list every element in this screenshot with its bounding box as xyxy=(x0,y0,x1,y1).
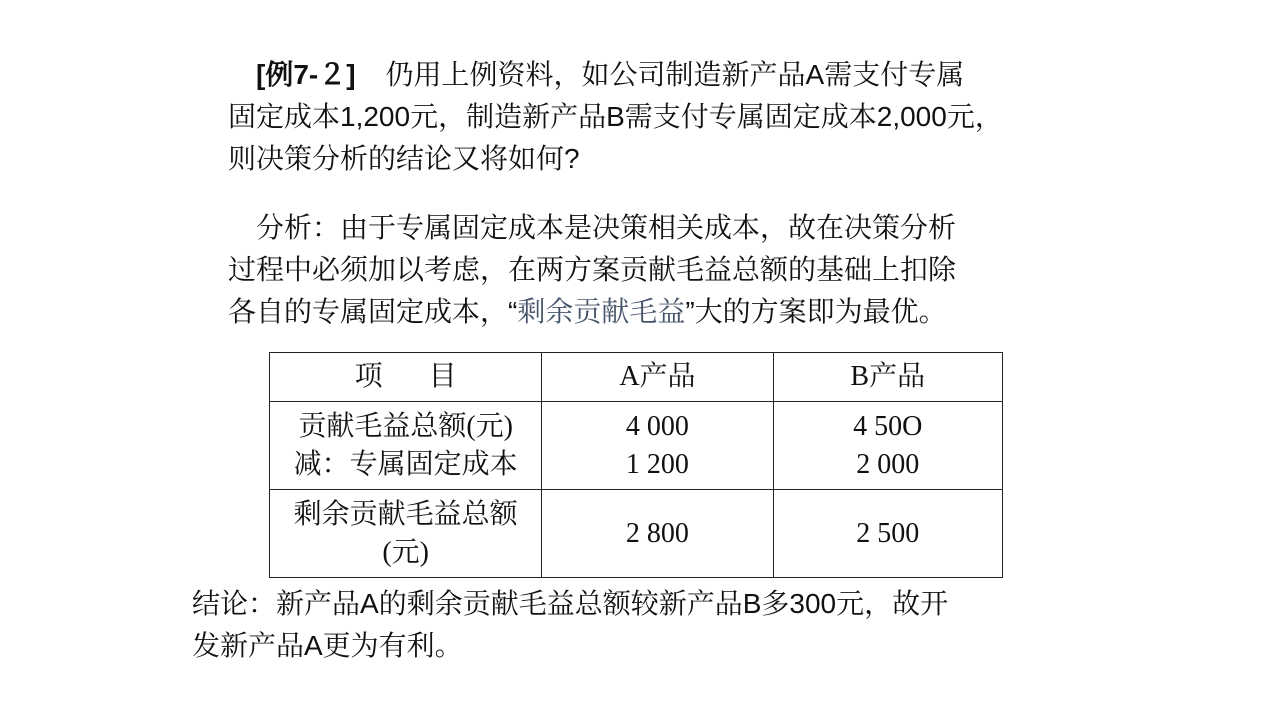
row-label-line-2: 减：专属固定成本 xyxy=(293,448,518,480)
analysis-line-2: 过程中必须加以考虑，在两方案贡献毛益总额的基础上扣除 xyxy=(228,254,957,285)
conclusion-label: 结论： xyxy=(192,588,277,619)
analysis-text-3b: ”大的方案即为最优。 xyxy=(685,296,947,327)
product-a-value-1: 4 000 xyxy=(625,410,689,442)
conclusion-text-1: 新产品A的剩余贡献毛益总额较新产品B多300元，故开 xyxy=(276,588,949,619)
header-item-part-1: 项 xyxy=(354,361,383,392)
example-text-1: 仍用上例资料，如公司制造新产品A需支付专属 xyxy=(385,59,965,90)
example-label: [例7-２] xyxy=(256,59,356,90)
table-row xyxy=(270,490,1003,578)
table-header-row xyxy=(270,353,1003,402)
example-line-3: 则决策分析的结论又将如何? xyxy=(228,143,580,174)
product-b-remaining: 2 500 xyxy=(773,490,1002,578)
header-product-b: B产品 xyxy=(773,353,1002,402)
conclusion-paragraph xyxy=(192,583,948,667)
header-product-a: A产品 xyxy=(542,353,773,402)
analysis-line-1 xyxy=(228,207,956,249)
analysis-text-1: 由于专属固定成本是决策相关成本，故在决策分析 xyxy=(340,212,957,243)
product-b-cell xyxy=(773,402,1002,490)
product-a-value-2: 1 200 xyxy=(625,448,689,480)
analysis-paragraph xyxy=(228,207,956,333)
comparison-table xyxy=(269,352,1003,578)
conclusion-line-2: 发新产品A更为有利。 xyxy=(192,630,463,661)
conclusion-line-1 xyxy=(192,583,948,625)
table-row xyxy=(270,402,1003,490)
row-label-line-2: (元) xyxy=(382,536,429,568)
row-label-line-1: 剩余贡献毛益总额 xyxy=(293,498,518,530)
example-line-2: 固定成本1,200元，制造新产品B需支付专属固定成本2,000元， xyxy=(228,101,1003,132)
header-item-part-2: 目 xyxy=(428,361,457,392)
example-paragraph xyxy=(228,54,1003,180)
row-label-line-1: 贡献毛益总额(元) xyxy=(298,410,513,442)
row-label-cell xyxy=(270,402,542,490)
product-b-value-1: 4 50O xyxy=(853,410,923,442)
header-item xyxy=(270,353,542,402)
product-a-cell xyxy=(542,402,773,490)
example-line-1 xyxy=(228,54,1003,96)
row-label-cell xyxy=(270,490,542,578)
product-a-remaining: 2 800 xyxy=(542,490,773,578)
product-b-value-2: 2 000 xyxy=(856,448,920,480)
highlight-term: 剩余贡献毛益 xyxy=(517,296,686,327)
analysis-label: 分析： xyxy=(256,212,341,243)
analysis-line-3 xyxy=(228,291,956,333)
analysis-text-3a: 各自的专属固定成本，“ xyxy=(228,296,518,327)
